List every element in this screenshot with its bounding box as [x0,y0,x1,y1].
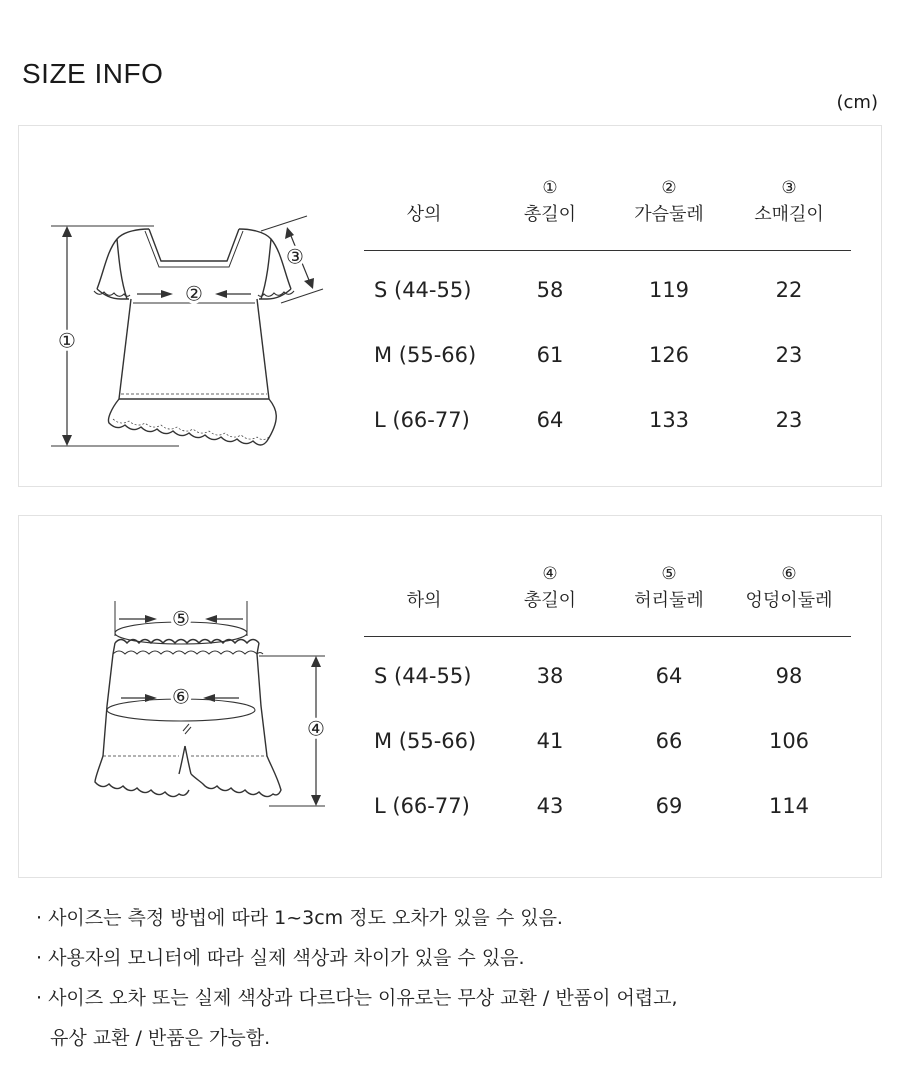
page-title: SIZE INFO [22,58,164,89]
value-cell: 98 [775,664,803,688]
header-cell: 상의 [406,204,442,225]
table-row [364,388,851,453]
note-item: 유상 교환 / 반품은 가능함. [50,1027,271,1049]
table-row [364,709,851,774]
header-cell: ⑤ 허리둘레 [634,564,704,611]
value-cell: 64 [536,408,564,432]
size-cell: L (66-77) [374,794,470,818]
value-cell: 126 [648,343,690,367]
table-row [364,644,851,709]
size-cell: S (44-55) [374,278,472,302]
header-cell: ④ 총길이 [523,564,577,611]
value-cell: 43 [536,794,564,818]
value-cell: 61 [536,343,564,367]
size-cell: L (66-77) [374,408,470,432]
notes-list [36,898,876,1058]
value-cell: 58 [536,278,564,302]
note-item: · 사이즈는 측정 방법에 따라 1~3cm 정도 오차가 있을 수 있음. [36,907,563,929]
size-cell: M (55-66) [374,729,477,753]
value-cell: 69 [655,794,683,818]
value-cell: 106 [768,729,810,753]
size-cell: M (55-66) [374,343,477,367]
marker-2: ② [185,281,203,306]
marker-6: ⑥ [172,684,190,709]
value-cell: 119 [648,278,690,302]
header-cell: ⑥ 엉덩이둘레 [745,564,833,611]
header-cell: 하의 [406,590,442,611]
bottom-size-panel [18,515,882,878]
marker-4: ④ [307,716,325,741]
table-row [364,774,851,839]
value-cell: 22 [775,278,803,302]
value-cell: 23 [775,408,803,432]
top-size-panel [18,125,882,487]
marker-1: ① [58,328,76,353]
table-row [364,323,851,388]
value-cell: 38 [536,664,564,688]
header-cell: ③ 소매길이 [754,178,824,225]
value-cell: 64 [655,664,683,688]
value-cell: 41 [536,729,564,753]
value-cell: 66 [655,729,683,753]
note-item: · 사이즈 오차 또는 실제 색상과 다르다는 이유로는 무상 교환 / 반품이 어렵고, [36,987,678,1009]
top-size-table [364,174,851,453]
header-cell: ① 총길이 [523,178,577,225]
value-cell: 114 [768,794,810,818]
top-garment-illustration [49,211,329,456]
table-header [364,174,851,251]
note-item: · 사용자의 모니터에 따라 실제 색상과 차이가 있을 수 있음. [36,947,525,969]
table-header [364,560,851,637]
bottom-size-table [364,560,851,839]
header-cell: ② 가슴둘레 [634,178,704,225]
marker-5: ⑤ [172,606,190,631]
table-row [364,258,851,323]
value-cell: 23 [775,343,803,367]
shorts-illustration [89,596,329,816]
marker-3: ③ [286,244,304,269]
size-cell: S (44-55) [374,664,472,688]
unit-label: (cm) [836,92,878,113]
value-cell: 133 [648,408,690,432]
